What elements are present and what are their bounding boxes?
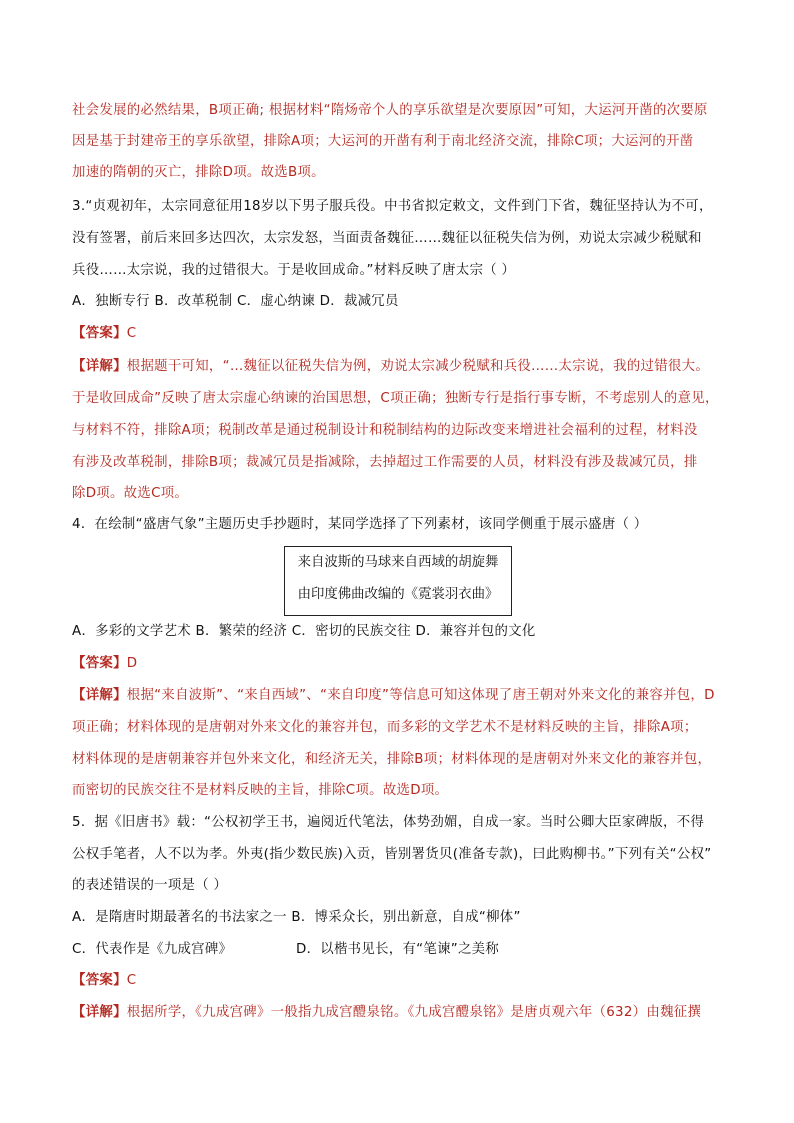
detail-text: 根据题干可知，“…魏征以征税失信为例，劝说太宗减少税赋和兵役……太宗说，我的过错很大。 — [126, 359, 710, 374]
q5-option-d: D．以楷书见长，有“笔谏”之美称 — [296, 942, 500, 957]
detail-tag: 【详解】 — [72, 1005, 127, 1020]
answer-tag: 【答案】 — [72, 326, 127, 341]
q3-stem-line: 没有签署，前后来回多达四次，太宗发怒，当面责备魏征……魏征以征税失信为例，劝说太宗减少税赋和 — [72, 231, 702, 246]
q3-detail-line: 于是收回成命”反映了唐太宗虚心纳谏的治国思想，C项正确；独断专行是指行事专断，不考虑别人的意见， — [72, 391, 719, 406]
q3-stem-line: 兵役……太宗说，我的过错很大。于是收回成命。”材料反映了唐太宗（ ） — [72, 263, 516, 278]
q5-options-line: A．是隋唐时期最著名的书法家之一 B．博采众长，别出新意，自成“柳体” — [72, 910, 521, 925]
answer-tag: 【答案】 — [72, 973, 127, 988]
q5-answer — [72, 972, 727, 990]
q5-stem-line: 公权手笔者，人不以为孝。外夷(指少数民族)入贡，皆别署货贝(准备专款)，曰此购柳书。”下列有关“公权” — [72, 847, 712, 862]
material-box-line: 由印度佛曲改编的《霓裳羽衣曲》 — [297, 587, 499, 602]
answer-value: C — [126, 326, 137, 341]
q5-stem-line: 5．据《旧唐书》载：“公权初学王书，遍阅近代笔法，体势劲媚，自成一家。当时公卿大臣家碑版，不得 — [72, 815, 705, 830]
q4-detail-line: 而密切的民族交往不是材料反映的主旨，排除C项。故选D项。 — [72, 783, 449, 798]
intro-explanation-line: 社会发展的必然结果，B项正确; 根据材料“隋炀帝个人的享乐欲望是次要原因”可知，大运河开凿的次要原 — [72, 103, 708, 118]
q3-detail-line: 除D项。故选C项。 — [72, 486, 189, 501]
q3-detail-line: 与材料不符，排除A项；税制改革是通过税制设计和税制结构的边际改变来增进社会福利的过程，材料没 — [72, 423, 698, 438]
q3-answer — [72, 325, 727, 343]
q5-detail-line — [72, 1004, 727, 1022]
q3-detail-line: 有涉及改革税制，排除B项；裁减冗员是指减除，去掉超过工作需要的人员，材料没有涉及裁减冗员，排 — [72, 455, 698, 470]
q3-options: A．独断专行 B．改革税制 C．虚心纳谏 D．裁减冗员 — [72, 294, 399, 309]
q5-options-line — [72, 941, 727, 959]
q3-stem-line: 3.“贞观初年，太宗同意征用18岁以下男子服兵役。中书省拟定敕文，文件到门下省，魏征坚持认为不可， — [72, 199, 713, 214]
q4-answer — [72, 655, 727, 673]
detail-tag: 【详解】 — [72, 688, 127, 703]
answer-value: D — [126, 656, 138, 671]
q3-detail-line — [72, 358, 727, 376]
q5-option-c: C．代表作是《九成宫碑》 — [72, 942, 233, 957]
material-box-line: 来自波斯的马球来自西域的胡旋舞 — [297, 555, 499, 570]
detail-text: 根据“来自波斯”、“来自西域”、“来自印度”等信息可知这体现了唐王朝对外来文化的兼容并包，D — [126, 688, 715, 703]
detail-text: 根据所学，《九成宫碑》一般指九成宫醴泉铭。《九成宫醴泉铭》是唐贞观六年（632）由魏征撰 — [126, 1005, 702, 1020]
q5-stem-line: 的表述错误的一项是（ ） — [72, 878, 228, 893]
detail-tag: 【详解】 — [72, 359, 127, 374]
intro-explanation-line: 加速的隋朝的灭亡，排除D项。故选B项。 — [72, 165, 325, 180]
intro-explanation-line: 因是基于封建帝王的享乐欲望，排除A项；大运河的开凿有利于南北经济交流，排除C项；大运河的开凿 — [72, 134, 694, 149]
answer-tag: 【答案】 — [72, 656, 127, 671]
q4-detail-line: 材料体现的是唐朝兼容并包外来文化，和经济无关，排除B项；材料体现的是唐朝对外来文化的兼容并包， — [72, 752, 712, 767]
q4-options: A．多彩的文学艺术 B．繁荣的经济 C．密切的民族交往 D．兼容并包的文化 — [72, 624, 536, 639]
material-box — [284, 546, 512, 616]
q4-detail-line — [72, 687, 727, 705]
answer-value: C — [126, 973, 137, 988]
q4-detail-line: 项正确；材料体现的是唐朝对外来文化的兼容并包，而多彩的文学艺术不是材料反映的主旨，排除A项； — [72, 720, 698, 735]
q4-stem: 4．在绘制“盛唐气象”主题历史手抄题时，某同学选择了下列素材，该同学侧重于展示盛唐（ ） — [72, 517, 648, 532]
